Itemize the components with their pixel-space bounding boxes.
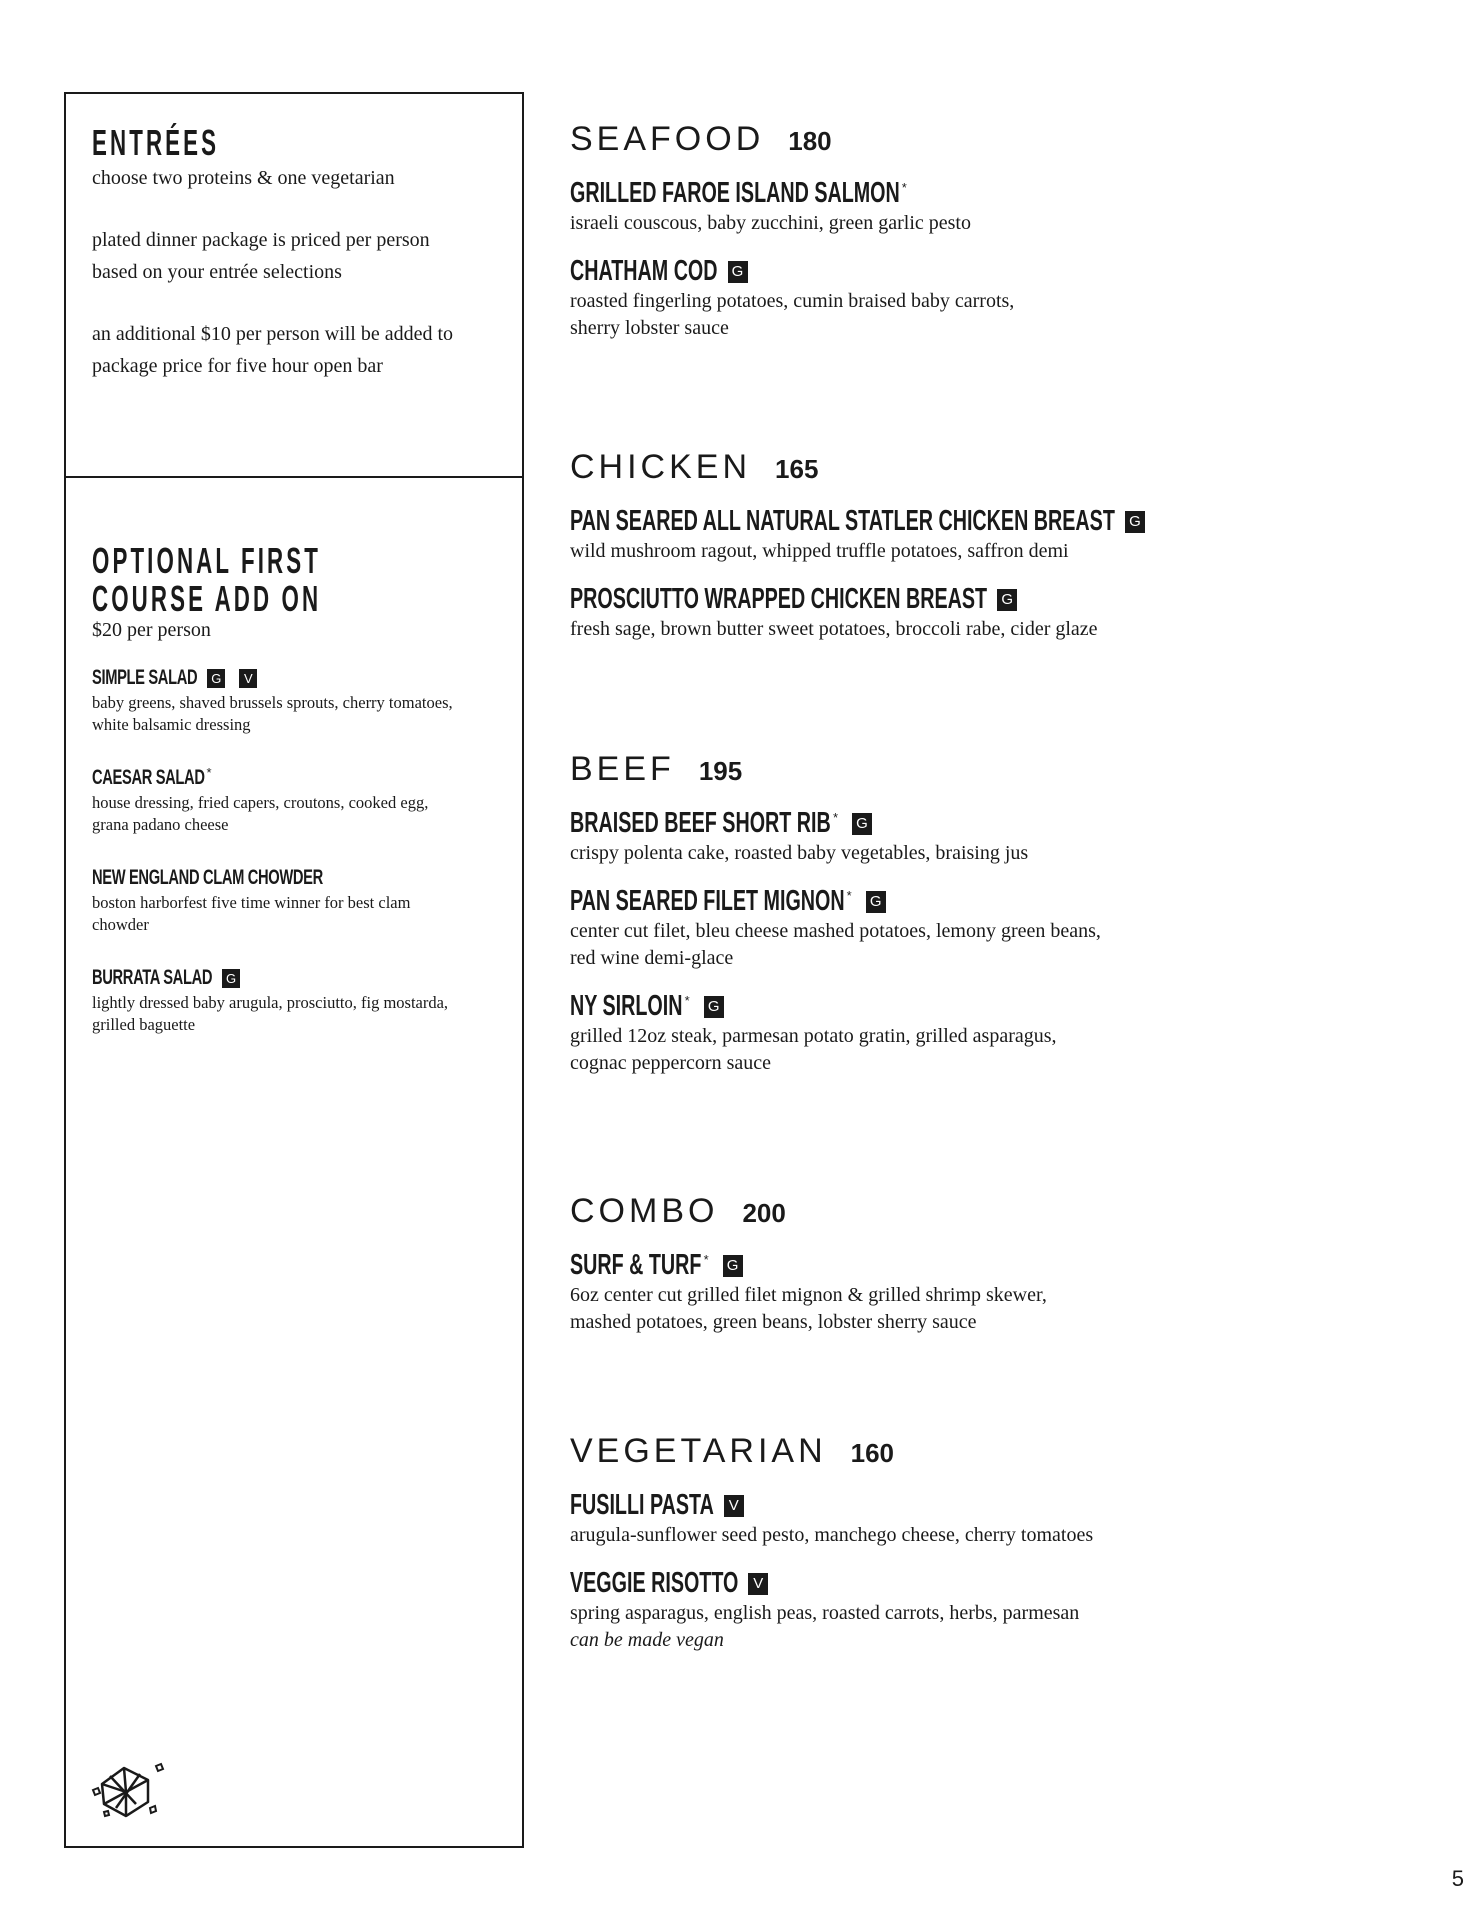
item-description: crispy polenta cake, roasted baby vegetables, braising jus <box>570 842 1029 864</box>
raw-warning-asterisk: * <box>684 993 690 1008</box>
item-description: fresh sage, brown butter sweet potatoes, broccoli rabe, cider glaze <box>570 618 1098 640</box>
bar-note-line: package price for five hour open bar <box>92 355 383 377</box>
category-price: 160 <box>850 1438 895 1468</box>
item-name: CHATHAM COD <box>570 255 718 287</box>
menu-item <box>570 1489 1093 1549</box>
vegetarian-badge: V <box>724 1495 744 1517</box>
sidebar-divider <box>66 476 522 478</box>
item-description: mashed potatoes, green beans, lobster sherry sauce <box>570 1311 977 1333</box>
package-note-line: based on your entrée selections <box>92 261 342 283</box>
menu-item <box>570 1567 1093 1654</box>
item-name: GRILLED FAROE ISLAND SALMON <box>570 177 900 209</box>
item-description: roasted fingerling potatoes, cumin braised baby carrots, <box>570 290 1015 312</box>
category-vegetarian <box>570 1432 1093 1654</box>
geometric-cube-logo-icon <box>90 1758 166 1820</box>
raw-warning-asterisk: * <box>832 810 838 825</box>
category-price: 200 <box>742 1198 786 1228</box>
first-course-title <box>92 542 346 618</box>
category-beef <box>570 750 1101 1077</box>
menu-item <box>570 990 1101 1077</box>
item-description: chowder <box>92 915 149 934</box>
item-description: 6oz center cut grilled filet mignon & grilled shrimp skewer, <box>570 1284 1047 1306</box>
item-description: baby greens, shaved brussels sprouts, cherry tomatoes, <box>92 693 453 712</box>
item-description: wild mushroom ragout, whipped truffle potatoes, saffron demi <box>570 540 1069 562</box>
package-note-line: plated dinner package is priced per person <box>92 229 430 251</box>
menu-item <box>570 583 1145 643</box>
item-name: SIMPLE SALAD <box>92 666 198 689</box>
item-description: grilled baguette <box>92 1015 196 1034</box>
item-name: NEW ENGLAND CLAM CHOWDER <box>92 866 323 889</box>
category-chicken <box>570 448 1145 643</box>
raw-warning-asterisk: * <box>206 764 212 780</box>
item-name: SURF & TURF <box>570 1249 702 1281</box>
gluten-free-badge: G <box>1125 511 1145 533</box>
item-name: FUSILLI PASTA <box>570 1489 714 1521</box>
gluten-free-badge: G <box>723 1255 743 1277</box>
list-item <box>92 966 502 1036</box>
first-course-title-line: COURSE ADD ON <box>92 578 322 619</box>
item-name: NY SIRLOIN <box>570 990 683 1022</box>
vegetarian-badge: V <box>239 669 257 688</box>
raw-warning-asterisk: * <box>703 1252 709 1267</box>
item-description: grana padano cheese <box>92 815 229 834</box>
page-number: 5 <box>1451 1866 1464 1891</box>
item-description: lightly dressed baby arugula, prosciutto, fig mostarda, <box>92 993 449 1012</box>
category-price: 180 <box>788 126 832 156</box>
item-name: PAN SEARED FILET MIGNON <box>570 885 845 917</box>
item-name: CAESAR SALAD <box>92 766 205 789</box>
list-item <box>92 666 502 736</box>
item-description: arugula-sunflower seed pesto, manchego cheese, cherry tomatoes <box>570 1524 1094 1546</box>
item-name: BURRATA SALAD <box>92 966 213 989</box>
gluten-free-badge: G <box>866 891 886 913</box>
entrees-title: ENTRÉES <box>92 122 220 163</box>
gluten-free-badge: G <box>852 813 872 835</box>
item-description: house dressing, fried capers, croutons, cooked egg, <box>92 793 429 812</box>
item-description: boston harborfest five time winner for best clam <box>92 893 411 912</box>
category-price: 195 <box>698 756 743 786</box>
menu-item <box>570 505 1145 565</box>
list-item <box>92 766 502 836</box>
category-name: SEAFOOD <box>570 120 765 158</box>
item-description: center cut filet, bleu cheese mashed potatoes, lemony green beans, <box>570 920 1101 942</box>
item-description: red wine demi-glace <box>570 947 734 969</box>
raw-warning-asterisk: * <box>846 888 852 903</box>
item-description: cognac peppercorn sauce <box>570 1052 771 1074</box>
raw-warning-asterisk: * <box>901 180 907 195</box>
first-course-section <box>92 542 502 1036</box>
menu-item <box>570 177 1014 237</box>
item-name: BRAISED BEEF SHORT RIB <box>570 807 831 839</box>
menu-item <box>570 255 1014 342</box>
item-description: sherry lobster sauce <box>570 317 729 339</box>
item-description: white balsamic dressing <box>92 715 251 734</box>
category-seafood <box>570 120 1014 342</box>
item-name: VEGGIE RISOTTO <box>570 1567 739 1599</box>
item-name: PAN SEARED ALL NATURAL STATLER CHICKEN BREAST <box>570 505 1115 537</box>
gluten-free-badge: G <box>728 261 748 283</box>
menu-item <box>570 807 1101 867</box>
item-description: israeli couscous, baby zucchini, green garlic pesto <box>570 212 971 234</box>
menu-item <box>570 1249 1047 1336</box>
entrees-info <box>92 124 502 382</box>
menu-item <box>570 885 1101 972</box>
item-description: grilled 12oz steak, parmesan potato gratin, grilled asparagus, <box>570 1025 1057 1047</box>
entrees-subtitle: choose two proteins & one vegetarian <box>92 167 395 189</box>
sidebar-panel <box>64 92 524 1848</box>
category-combo <box>570 1192 1047 1336</box>
item-note: can be made vegan <box>570 1629 724 1651</box>
gluten-free-badge: G <box>997 589 1017 611</box>
first-course-price: $20 per person <box>92 619 211 641</box>
vegetarian-badge: V <box>748 1573 768 1595</box>
category-name: CHICKEN <box>570 448 752 486</box>
item-description: spring asparagus, english peas, roasted carrots, herbs, parmesan <box>570 1602 1080 1624</box>
category-price: 165 <box>775 454 819 484</box>
first-course-title-line: OPTIONAL FIRST <box>92 540 321 581</box>
category-name: COMBO <box>570 1192 719 1230</box>
category-name: BEEF <box>570 750 675 788</box>
list-item <box>92 866 502 936</box>
gluten-free-badge: G <box>207 669 225 688</box>
bar-note-line: an additional $10 per person will be added to <box>92 323 454 345</box>
category-name: VEGETARIAN <box>570 1432 827 1470</box>
gluten-free-badge: G <box>704 996 724 1018</box>
gluten-free-badge: G <box>222 969 240 988</box>
item-name: PROSCIUTTO WRAPPED CHICKEN BREAST <box>570 583 988 615</box>
